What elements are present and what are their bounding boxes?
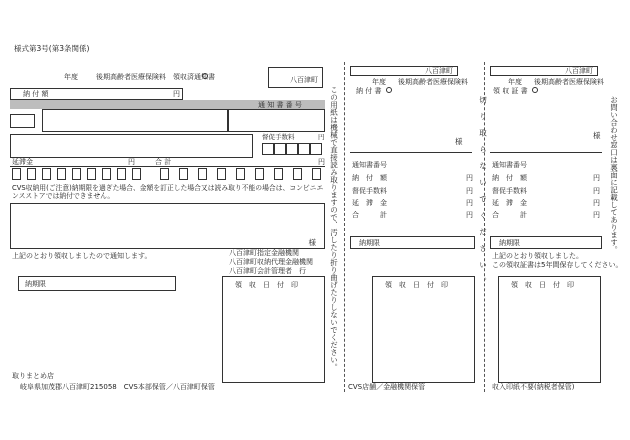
payment-row-label: 通知書番号 <box>352 161 387 169</box>
digit-cell <box>262 143 274 155</box>
form-number: 様式第3号(第3条関係) <box>14 44 90 53</box>
notice-goukei-label: 合 計 <box>155 158 172 166</box>
receipt-deadline-label: 納期限 <box>499 239 520 247</box>
payment-heading: 納 付 書 <box>356 87 382 95</box>
rule <box>350 152 472 153</box>
notice-amount-box <box>10 88 183 100</box>
notice-number-box <box>228 109 325 132</box>
receipt-row-label: 延 滞 金 <box>492 199 527 207</box>
digit-cell <box>310 143 322 155</box>
digit-cell <box>179 168 188 180</box>
digit-cell <box>236 168 245 180</box>
receipt-row-yen: 円 <box>593 174 600 182</box>
notice-tokusoku-label: 督促手数料 <box>262 133 295 141</box>
digit-cell <box>286 143 298 155</box>
smile-icon <box>386 87 392 93</box>
receipt-row-label: 通知書番号 <box>492 161 527 169</box>
notice-nendo: 年度 <box>64 73 78 81</box>
separator-cut: 切り取らないでください。 <box>478 96 488 294</box>
receipt-row-label: 督促手数料 <box>492 187 527 195</box>
cut-line <box>344 62 345 392</box>
digit-cell <box>160 168 169 180</box>
digit-cell <box>42 168 51 180</box>
notice-address-box <box>10 134 253 158</box>
payment-footer: CVS店舗／金融機関保管 <box>348 383 426 391</box>
receipt-stamp-box <box>498 276 601 383</box>
notice-entai-yen: 円 <box>128 158 135 166</box>
digit-cell <box>217 168 226 180</box>
receipt-row-yen: 円 <box>593 199 600 207</box>
separator-notice: この用紙は機械で直接読み取りますので、汚したり折り曲げたりしないでください。 <box>329 86 339 371</box>
receipt-footer: 収入印紙不要(納税者保管) <box>492 383 575 391</box>
notice-code-box <box>10 114 35 128</box>
payment-title: 後期高齢者医療保険料 <box>398 78 468 86</box>
notice-entai-label: 延滞金 <box>12 158 33 166</box>
digit-cell <box>12 168 21 180</box>
digit-cell <box>293 168 302 180</box>
payment-row-yen: 円 <box>466 187 473 195</box>
payment-deadline-box <box>350 236 475 249</box>
payment-town: 八百津町 <box>425 67 453 75</box>
notice-name-box <box>42 109 228 132</box>
receipt-received-msg-2: この領収証書は5年間保存してください。 <box>492 261 623 269</box>
address-footer: 岐阜県加茂郡八百津町215058 CVS本部保管／八百津町保管 <box>20 383 215 391</box>
notice-town: 八百津町 <box>290 76 318 85</box>
notice-amount-label: 納 付 額 <box>23 90 49 98</box>
digit-cell <box>274 143 286 155</box>
receipt-nendo: 年度 <box>508 78 522 86</box>
rule <box>10 166 325 167</box>
digit-cell <box>312 168 321 180</box>
notice-number-label: 通 知 書 番 号 <box>258 101 302 109</box>
notice-tokusoku-yen: 円 <box>318 133 325 141</box>
inquiry-notice: お問い合わせ窓口は裏面に記載してあります。 <box>609 96 619 254</box>
receipt-row-label: 納 付 額 <box>492 174 527 182</box>
summary-store-label: 取りまとめ店 <box>12 372 54 380</box>
digit-cell <box>274 168 283 180</box>
payment-deadline-label: 納期限 <box>359 239 380 247</box>
digit-cell <box>102 168 111 180</box>
receipt-title: 後期高齢者医療保険料 <box>534 78 604 86</box>
notice-town-box <box>268 67 323 88</box>
notice-stamp-label: 領 収 日 付 印 <box>235 281 298 289</box>
payment-row-yen: 円 <box>466 174 473 182</box>
notice-sama: 様 <box>308 237 316 247</box>
payment-row-label: 納 付 額 <box>352 174 387 182</box>
digit-cell <box>117 168 126 180</box>
receipt-town-box <box>490 66 598 76</box>
receipt-row-yen: 円 <box>593 211 600 219</box>
receipt-row-label: 合 計 <box>492 211 527 219</box>
notice-received-msg: 上記のとおり領収しましたので通知します。 <box>12 252 152 260</box>
payment-row-yen: 円 <box>466 211 473 219</box>
notice-stamp-box <box>222 276 325 383</box>
receipt-heading: 領 収 証 書 <box>493 87 528 95</box>
notice-amount-yen: 円 <box>173 90 180 98</box>
digit-cell <box>255 168 264 180</box>
payment-row-label: 督促手数料 <box>352 187 387 195</box>
smile-icon <box>532 87 538 93</box>
digit-cell <box>198 168 207 180</box>
bank-3: 八百津町会計管理者 行 <box>229 267 306 275</box>
notice-deadline-box <box>18 276 176 291</box>
receipt-stamp-label: 領 収 日 付 印 <box>511 281 574 289</box>
rule <box>490 152 602 153</box>
cvs-notice: CVS収納用(ご注意)納期限を過ぎた場合、金額を訂正した場合又は読み取り不能の場合は、コンビニエンスストアでは納付できません。 <box>12 184 324 201</box>
digit-cell <box>57 168 66 180</box>
receipt-deadline-box <box>490 236 602 249</box>
notice-goukei-yen: 円 <box>318 158 325 166</box>
bank-2: 八百津町収納代理金融機関 <box>229 258 313 266</box>
notice-deadline-label: 納期限 <box>25 280 46 288</box>
payment-nendo: 年度 <box>372 78 386 86</box>
receipt-received-msg-1: 上記のとおり領収しました。 <box>492 252 583 260</box>
payment-row-label: 延 滞 金 <box>352 199 387 207</box>
receipt-sama: 様 <box>593 131 601 140</box>
notice-title: 後期高齢者医療保険料 領収済通知書 <box>96 73 215 81</box>
payment-town-box <box>350 66 458 76</box>
digit-cell <box>87 168 96 180</box>
digit-cell <box>27 168 36 180</box>
payment-stamp-box <box>372 276 475 383</box>
receipt-town: 八百津町 <box>565 67 593 75</box>
digit-cell <box>298 143 310 155</box>
smile-icon <box>202 73 208 79</box>
payment-row-yen: 円 <box>466 199 473 207</box>
payment-row-label: 合 計 <box>352 211 387 219</box>
payment-stamp-label: 領 収 日 付 印 <box>385 281 448 289</box>
notice-payer-box <box>10 203 325 249</box>
digit-cell <box>72 168 81 180</box>
cut-line <box>484 62 485 392</box>
receipt-row-yen: 円 <box>593 187 600 195</box>
bank-1: 八百津町指定金融機関 <box>229 249 299 257</box>
payment-sama: 様 <box>455 137 463 146</box>
digit-cell <box>132 168 141 180</box>
